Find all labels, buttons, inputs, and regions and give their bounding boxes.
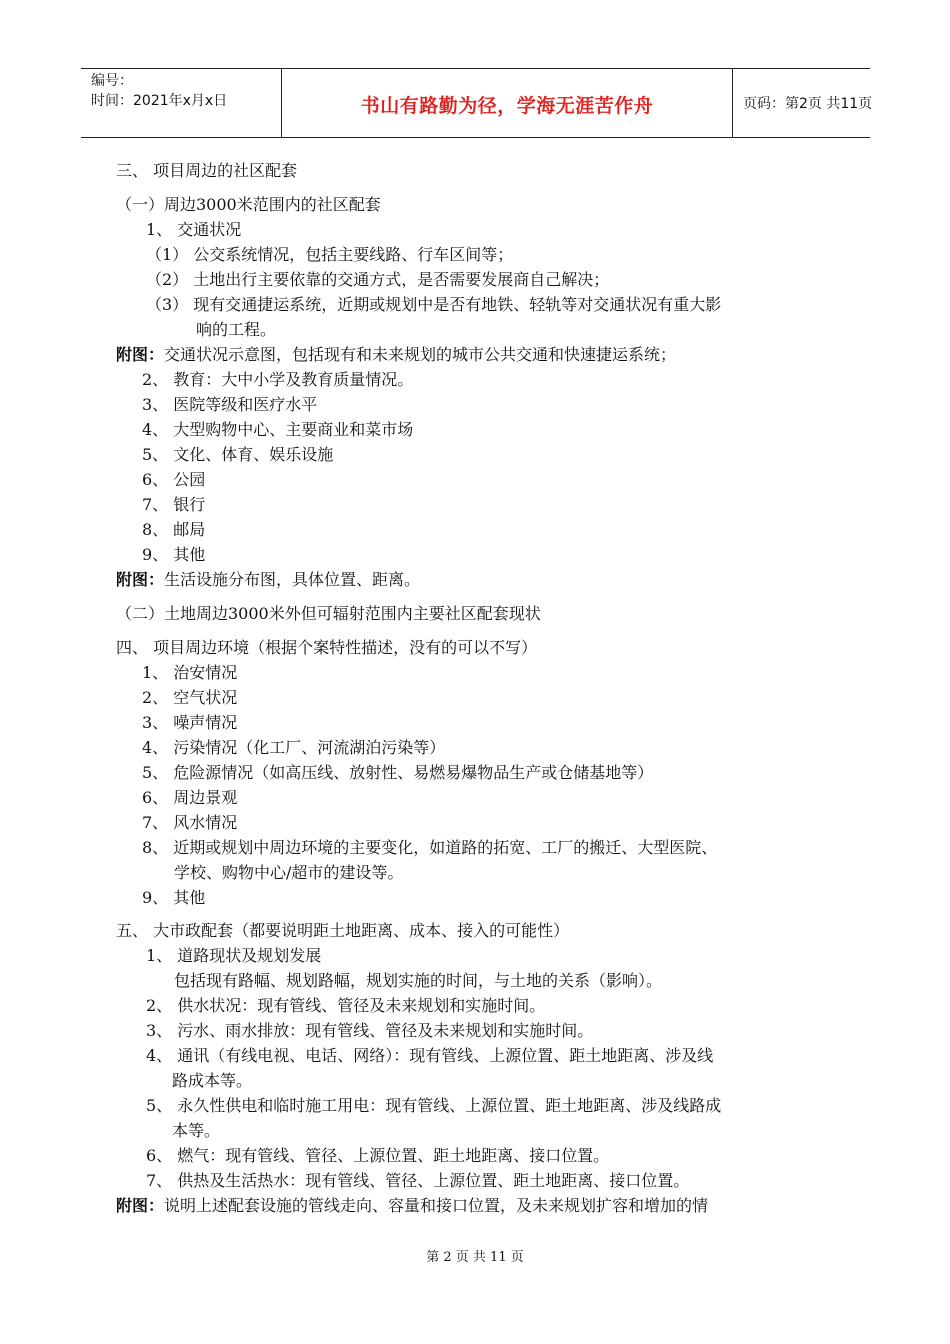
header-page-cell: [733, 69, 873, 137]
text-line: [174, 862, 403, 884]
line-text: 6、 公园: [142, 470, 206, 489]
text-line: [116, 160, 297, 182]
line-text: 3、 医院等级和医疗水平: [142, 395, 318, 414]
line-text: 1、 道路现状及规划发展: [146, 946, 322, 965]
line-text: 4、 通讯（有线电视、电话、网络）：现有管线、上源位置、距土地距离、涉及线: [146, 1046, 714, 1065]
line-text: 7、 银行: [142, 495, 206, 514]
line-text: 9、 其他: [142, 545, 206, 564]
text-line: [196, 319, 276, 341]
line-text: 5、 危险源情况（如高压线、放射性、易燃易爆物品生产或仓储基地等）: [142, 763, 654, 782]
text-line: [142, 712, 237, 734]
line-text: （二）土地周边3000米外但可辐射范围内主要社区配套现状: [116, 604, 541, 623]
line-text: 学校、购物中心/超市的建设等。: [174, 863, 404, 882]
line-text: 4、 污染情况（化工厂、河流湖泊污染等）: [142, 738, 446, 757]
text-line: [146, 1145, 609, 1167]
line-text: 交通状况示意图，包括现有和未来规划的城市公共交通和快速捷运系统；: [164, 345, 677, 364]
text-line: [142, 687, 237, 709]
line-text: 1、 交通状况: [146, 220, 242, 239]
line-text: 9、 其他: [142, 888, 206, 907]
text-line: [142, 762, 653, 784]
text-line: [116, 344, 676, 366]
line-text: 6、 周边景观: [142, 788, 238, 807]
line-text: 8、 邮局: [142, 520, 206, 539]
text-line: [116, 569, 420, 591]
page-header: [81, 68, 873, 138]
line-text: 7、 供热及生活热水：现有管线、管径、上源位置、距土地距离、接口位置。: [146, 1171, 690, 1190]
line-text: 2、 教育：大中小学及教育质量情况。: [142, 370, 414, 389]
line-text: 8、 近期或规划中周边环境的主要变化，如道路的拓宽、工厂的搬迁、大型医院、: [142, 838, 718, 857]
line-text: 4、 大型购物中心、主要商业和菜市场: [142, 420, 414, 439]
text-line: [146, 945, 321, 967]
header-motto: 书山有路勤为径，学海无涯苦作舟: [360, 95, 654, 117]
text-line: [142, 787, 237, 809]
text-line: [146, 294, 721, 316]
line-text: 7、 风水情况: [142, 813, 238, 832]
text-line: [142, 887, 205, 909]
line-text: 2、 空气状况: [142, 688, 238, 707]
line-text: 2、 供水状况：现有管线、管径及未来规划和实施时间。: [146, 996, 546, 1015]
line-text: 包括现有路幅、规划路幅，规划实施的时间，与土地的关系（影响）。: [174, 971, 663, 990]
line-text: （一）周边3000米范围内的社区配套: [116, 195, 381, 214]
line-text: 生活设施分布图，具体位置、距离。: [164, 570, 421, 589]
line-text: 说明上述配套设施的管线走向、容量和接口位置，及未来规划扩容和增加的情: [164, 1196, 709, 1215]
line-text: 3、 污水、雨水排放：现有管线、管径及未来规划和实施时间。: [146, 1021, 594, 1040]
text-line: [142, 444, 333, 466]
line-text: （2） 土地出行主要依靠的交通方式，是否需要发展商自己解决；: [146, 270, 610, 289]
line-text: （3） 现有交通捷运系统，近期或规划中是否有地铁、轻轨等对交通状况有重大影: [146, 295, 722, 314]
text-line: [142, 519, 205, 541]
text-line: [146, 269, 609, 291]
header-motto-cell: [282, 69, 733, 137]
text-line: [116, 603, 541, 625]
attachment-label: 附图：: [116, 345, 165, 364]
text-line: [116, 1195, 708, 1217]
header-meta-cell: [81, 69, 282, 137]
attachment-label: 附图：: [116, 570, 165, 589]
line-text: 5、 永久性供电和临时施工用电：现有管线、上源位置、距土地距离、涉及线路成: [146, 1096, 722, 1115]
text-line: [116, 920, 569, 942]
page-footer: 第 2 页 共 11 页: [426, 1250, 524, 1265]
text-line: [142, 394, 317, 416]
line-text: 6、 燃气：现有管线、管径、上源位置、距土地距离、接口位置。: [146, 1146, 610, 1165]
header-page-number: 页码：第2页 共11页: [743, 96, 873, 112]
text-line: [142, 419, 413, 441]
text-line: [116, 194, 381, 216]
text-line: [172, 1120, 220, 1142]
line-text: 四、 项目周边环境（根据个案特性描述，没有的可以不写）: [116, 638, 538, 657]
text-line: [146, 1045, 713, 1067]
text-line: [142, 662, 237, 684]
line-text: 五、 大市政配套（都要说明距土地距离、成本、接入的可能性）: [116, 921, 570, 940]
line-text: 本等。: [172, 1121, 221, 1140]
line-text: （1） 公交系统情况，包括主要线路、行车区间等；: [146, 245, 514, 264]
document-time-label: 时间：2021年x月x日: [91, 93, 228, 109]
text-line: [146, 1095, 721, 1117]
text-line: [116, 637, 537, 659]
text-line: [142, 494, 205, 516]
text-line: [146, 995, 545, 1017]
line-text: 5、 文化、体育、娱乐设施: [142, 445, 334, 464]
line-text: 三、 项目周边的社区配套: [116, 161, 298, 180]
line-text: 1、 治安情况: [142, 663, 238, 682]
text-line: [142, 369, 413, 391]
line-text: 3、 噪声情况: [142, 713, 238, 732]
text-line: [146, 1170, 689, 1192]
text-line: [174, 970, 662, 992]
line-text: 响的工程。: [196, 320, 277, 339]
attachment-label: 附图：: [116, 1196, 165, 1215]
document-number-label: 编号：: [91, 73, 133, 89]
text-line: [146, 244, 513, 266]
text-line: [142, 469, 205, 491]
text-line: [146, 1020, 593, 1042]
text-line: [142, 837, 717, 859]
line-text: 路成本等。: [172, 1071, 253, 1090]
text-line: [142, 812, 237, 834]
text-line: [172, 1070, 252, 1092]
text-line: [142, 737, 445, 759]
text-line: [142, 544, 205, 566]
text-line: [146, 219, 241, 241]
